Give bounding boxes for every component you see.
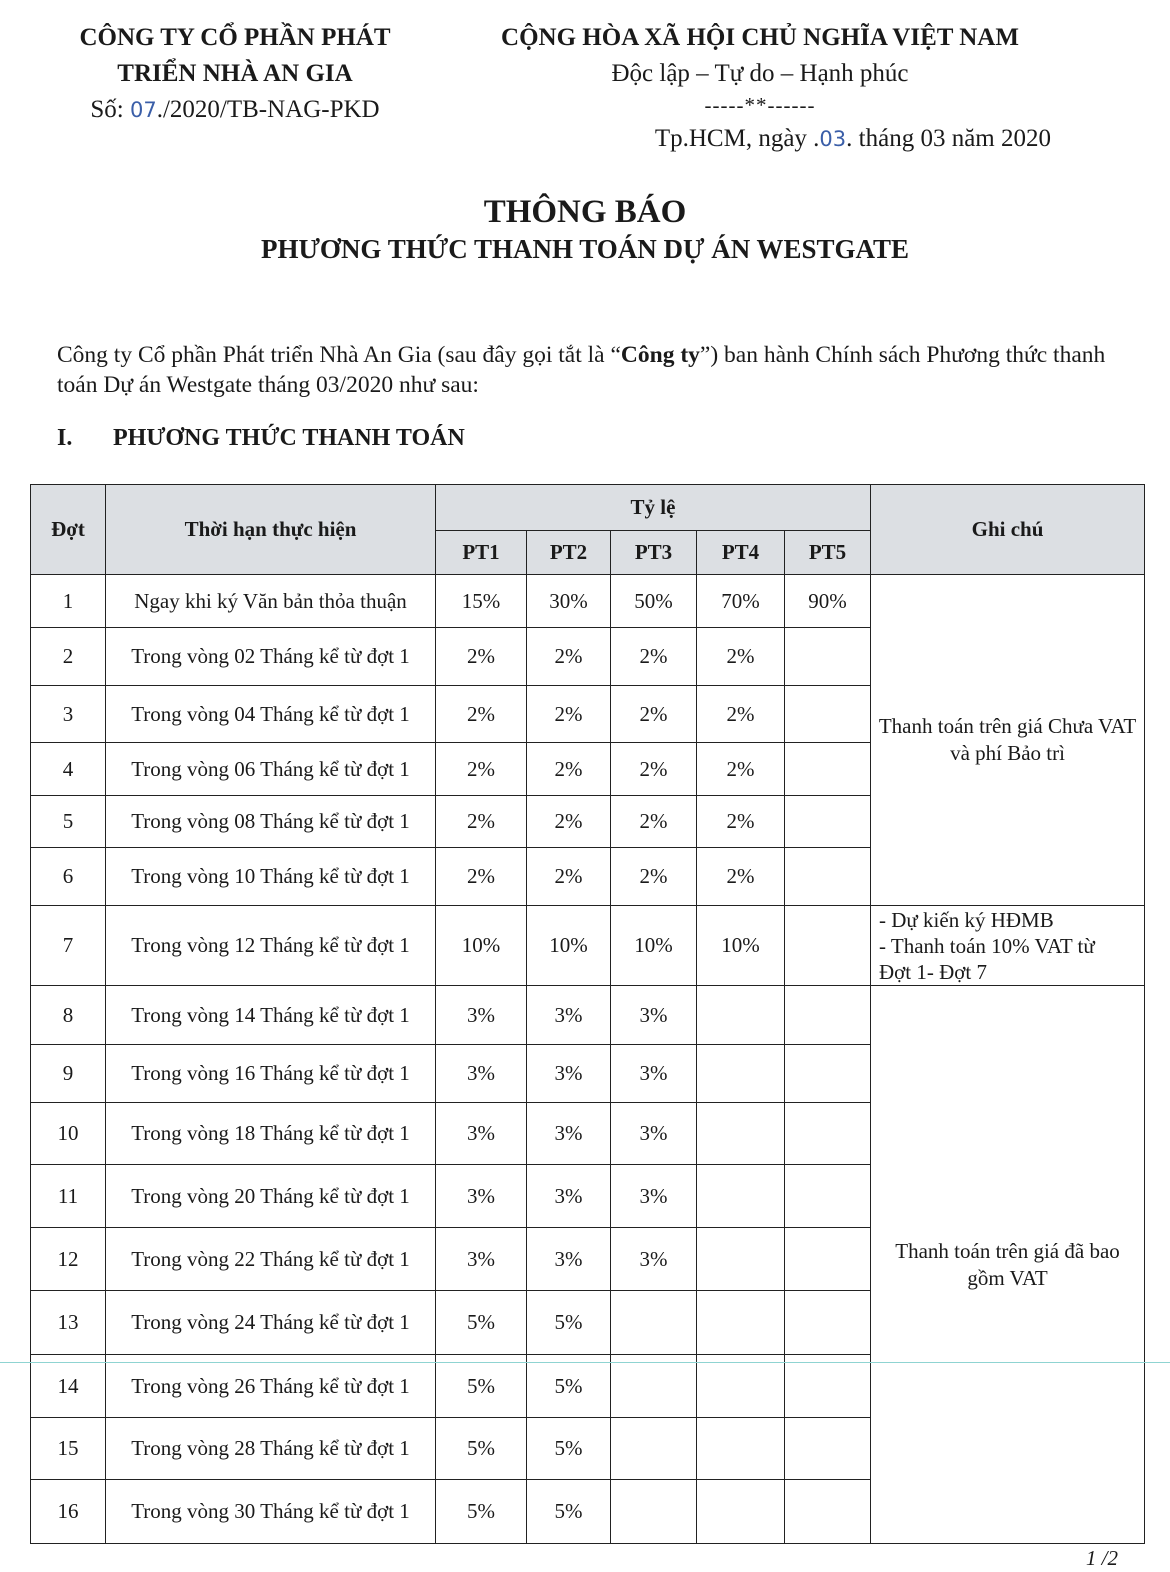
- cell-pt1: 2%: [436, 796, 527, 848]
- cell-pt1: 10%: [436, 906, 527, 986]
- note-incl-vat: Thanh toán trên giá đã bao gồm VAT: [871, 986, 1145, 1544]
- motto-separator: -----**------: [704, 93, 816, 117]
- cell-term: Trong vòng 20 Tháng kể từ đợt 1: [106, 1165, 436, 1228]
- section-title: PHƯƠNG THỨC THANH TOÁN: [113, 425, 465, 451]
- cell-pt4: 2%: [697, 686, 785, 743]
- cell-dot: 8: [31, 986, 106, 1045]
- cell-pt5: [785, 906, 871, 986]
- cell-pt5: 90%: [785, 575, 871, 628]
- header-ratio: Tỷ lệ: [436, 485, 871, 531]
- cell-pt3: 2%: [611, 848, 697, 906]
- cell-pt3: [611, 1291, 697, 1355]
- cell-term: Trong vòng 12 Tháng kể từ đợt 1: [106, 906, 436, 986]
- cell-pt1: 2%: [436, 743, 527, 796]
- cell-dot: 16: [31, 1480, 106, 1544]
- cell-pt2: 2%: [527, 686, 611, 743]
- cell-pt5: [785, 743, 871, 796]
- note-item: - Thanh toán 10% VAT từ: [879, 933, 1095, 958]
- cell-dot: 10: [31, 1103, 106, 1165]
- document-title: THÔNG BÁO: [483, 194, 687, 230]
- note-contract-vat: [871, 906, 1145, 986]
- cell-pt3: [611, 1480, 697, 1544]
- header-dot: Đợt: [31, 485, 106, 575]
- cell-dot: 12: [31, 1228, 106, 1291]
- cell-pt5: [785, 1480, 871, 1544]
- national-motto: Độc lập – Tự do – Hạnh phúc: [611, 60, 909, 87]
- cell-pt2: 5%: [527, 1355, 611, 1418]
- cell-term: Trong vòng 06 Tháng kể từ đợt 1: [106, 743, 436, 796]
- cell-pt2: 2%: [527, 743, 611, 796]
- cell-term: Trong vòng 28 Tháng kể từ đợt 1: [106, 1418, 436, 1480]
- cell-pt5: [785, 796, 871, 848]
- cell-pt4: 2%: [697, 628, 785, 686]
- cell-term: Ngay khi ký Văn bản thỏa thuận: [106, 575, 436, 628]
- cell-pt5: [785, 1291, 871, 1355]
- cell-pt1: 5%: [436, 1418, 527, 1480]
- cell-pt4: [697, 1045, 785, 1103]
- cell-pt2: 2%: [527, 848, 611, 906]
- cell-pt2: 5%: [527, 1480, 611, 1544]
- cell-pt5: [785, 1355, 871, 1418]
- cell-pt5: [785, 1418, 871, 1480]
- cell-pt4: 2%: [697, 796, 785, 848]
- header-pt2: PT2: [527, 531, 611, 575]
- cell-pt1: 3%: [436, 1228, 527, 1291]
- cell-pt4: [697, 1291, 785, 1355]
- cell-dot: 7: [31, 906, 106, 986]
- cell-pt3: 3%: [611, 1045, 697, 1103]
- cell-dot: 15: [31, 1418, 106, 1480]
- header-note: Ghi chú: [871, 485, 1145, 575]
- cell-term: Trong vòng 14 Tháng kể từ đợt 1: [106, 986, 436, 1045]
- cell-pt4: 2%: [697, 743, 785, 796]
- date-suffix: . tháng 03 năm 2020: [846, 125, 1051, 152]
- cell-pt3: 3%: [611, 1103, 697, 1165]
- document-number: [30, 92, 440, 128]
- cell-pt4: [697, 1418, 785, 1480]
- cell-term: Trong vòng 22 Tháng kể từ đợt 1: [106, 1228, 436, 1291]
- cell-pt4: [697, 986, 785, 1045]
- cell-pt1: 5%: [436, 1291, 527, 1355]
- cell-pt4: [697, 1355, 785, 1418]
- intro-text-before: Công ty Cổ phần Phát triển Nhà An Gia (sau đây gọi tắt là “: [57, 342, 621, 368]
- table-row: [31, 906, 1145, 986]
- intro-bold-term: Công ty: [620, 342, 700, 368]
- cell-pt1: 3%: [436, 1045, 527, 1103]
- cell-pt1: 2%: [436, 848, 527, 906]
- date-prefix: Tp.HCM, ngày .: [654, 125, 820, 152]
- header-term: Thời hạn thực hiện: [106, 485, 436, 575]
- cell-dot: 1: [31, 575, 106, 628]
- cell-pt1: 3%: [436, 1165, 527, 1228]
- cell-pt3: 3%: [611, 1165, 697, 1228]
- intro-paragraph: [57, 340, 1117, 400]
- company-name-line1: CÔNG TY CỔ PHẦN PHÁT: [79, 24, 391, 51]
- cell-dot: 6: [31, 848, 106, 906]
- cell-term: Trong vòng 02 Tháng kể từ đợt 1: [106, 628, 436, 686]
- cell-dot: 5: [31, 796, 106, 848]
- doc-no-handwritten: 07: [129, 98, 157, 122]
- cell-pt5: [785, 1103, 871, 1165]
- table-row: [31, 575, 1145, 628]
- cell-term: Trong vòng 08 Tháng kể từ đợt 1: [106, 796, 436, 848]
- note-item: Đợt 1- Đợt 7: [879, 959, 987, 984]
- cell-pt3: 50%: [611, 575, 697, 628]
- cell-pt2: 5%: [527, 1418, 611, 1480]
- cell-pt1: 3%: [436, 1103, 527, 1165]
- cell-pt5: [785, 1165, 871, 1228]
- cell-pt5: [785, 686, 871, 743]
- cell-pt4: 70%: [697, 575, 785, 628]
- header-pt1: PT1: [436, 531, 527, 575]
- section-number: I.: [57, 425, 73, 451]
- cell-pt2: 3%: [527, 1228, 611, 1291]
- header-pt5: PT5: [785, 531, 871, 575]
- page-number: 1 /2: [1085, 1546, 1118, 1570]
- note-before-vat: Thanh toán trên giá Chưa VAT và phí Bảo trì: [871, 575, 1145, 906]
- payment-schedule-table: [30, 484, 1145, 1544]
- national-header: [455, 20, 1065, 156]
- cell-pt1: 5%: [436, 1480, 527, 1544]
- cell-pt1: 15%: [436, 575, 527, 628]
- cell-pt2: 10%: [527, 906, 611, 986]
- cell-pt2: 3%: [527, 1165, 611, 1228]
- intro-text-after: ”) ban hành Chính sách Phương thức thanh toán Dự án Westgate tháng 03/2020 như sau:: [57, 342, 1106, 398]
- header-pt3: PT3: [611, 531, 697, 575]
- cell-pt4: [697, 1228, 785, 1291]
- nation-title: CỘNG HÒA XÃ HỘI CHỦ NGHĨA VIỆT NAM: [501, 24, 1019, 51]
- cell-pt4: [697, 1103, 785, 1165]
- cell-pt2: 2%: [527, 628, 611, 686]
- cell-term: Trong vòng 04 Tháng kể từ đợt 1: [106, 686, 436, 743]
- cell-term: Trong vòng 26 Tháng kể từ đợt 1: [106, 1355, 436, 1418]
- table-row: [31, 986, 1145, 1045]
- cell-pt5: [785, 848, 871, 906]
- cell-pt5: [785, 1045, 871, 1103]
- cell-pt3: [611, 1355, 697, 1418]
- company-header: [30, 20, 440, 128]
- cell-dot: 2: [31, 628, 106, 686]
- cell-dot: 11: [31, 1165, 106, 1228]
- cell-term: Trong vòng 30 Tháng kể từ đợt 1: [106, 1480, 436, 1544]
- cell-pt1: 3%: [436, 986, 527, 1045]
- cell-pt3: 2%: [611, 743, 697, 796]
- cell-term: Trong vòng 16 Tháng kể từ đợt 1: [106, 1045, 436, 1103]
- cell-pt1: 5%: [436, 1355, 527, 1418]
- cell-pt5: [785, 986, 871, 1045]
- cell-pt3: 3%: [611, 986, 697, 1045]
- cell-pt3: 2%: [611, 796, 697, 848]
- header-pt4: PT4: [697, 531, 785, 575]
- cell-pt2: 3%: [527, 1103, 611, 1165]
- cell-pt2: 5%: [527, 1291, 611, 1355]
- cell-term: Trong vòng 18 Tháng kể từ đợt 1: [106, 1103, 436, 1165]
- cell-dot: 13: [31, 1291, 106, 1355]
- scan-artifact-line: [0, 1362, 1170, 1363]
- cell-pt3: 3%: [611, 1228, 697, 1291]
- doc-no-suffix: ./2020/TB-NAG-PKD: [156, 96, 380, 123]
- cell-pt2: 3%: [527, 986, 611, 1045]
- cell-pt3: 2%: [611, 686, 697, 743]
- cell-term: Trong vòng 10 Tháng kể từ đợt 1: [106, 848, 436, 906]
- company-name-line2: TRIỂN NHÀ AN GIA: [117, 60, 353, 87]
- cell-dot: 14: [31, 1355, 106, 1418]
- cell-pt4: [697, 1480, 785, 1544]
- cell-pt1: 2%: [436, 628, 527, 686]
- cell-dot: 9: [31, 1045, 106, 1103]
- cell-pt4: 10%: [697, 906, 785, 986]
- cell-pt5: [785, 628, 871, 686]
- cell-pt4: 2%: [697, 848, 785, 906]
- doc-no-prefix: Số:: [90, 96, 130, 123]
- cell-pt2: 2%: [527, 796, 611, 848]
- cell-pt2: 3%: [527, 1045, 611, 1103]
- cell-pt4: [697, 1165, 785, 1228]
- cell-pt1: 2%: [436, 686, 527, 743]
- cell-pt3: 10%: [611, 906, 697, 986]
- cell-pt2: 30%: [527, 575, 611, 628]
- cell-pt5: [785, 1228, 871, 1291]
- section-heading: [57, 425, 465, 452]
- note-item: - Dự kiến ký HĐMB: [879, 907, 1054, 932]
- cell-pt3: 2%: [611, 628, 697, 686]
- date-day-handwritten: 03: [819, 127, 847, 151]
- document-subtitle: PHƯƠNG THỨC THANH TOÁN DỰ ÁN WESTGATE: [260, 234, 910, 264]
- issue-date: [455, 122, 1065, 156]
- cell-term: Trong vòng 24 Tháng kể từ đợt 1: [106, 1291, 436, 1355]
- cell-pt3: [611, 1418, 697, 1480]
- cell-dot: 4: [31, 743, 106, 796]
- cell-dot: 3: [31, 686, 106, 743]
